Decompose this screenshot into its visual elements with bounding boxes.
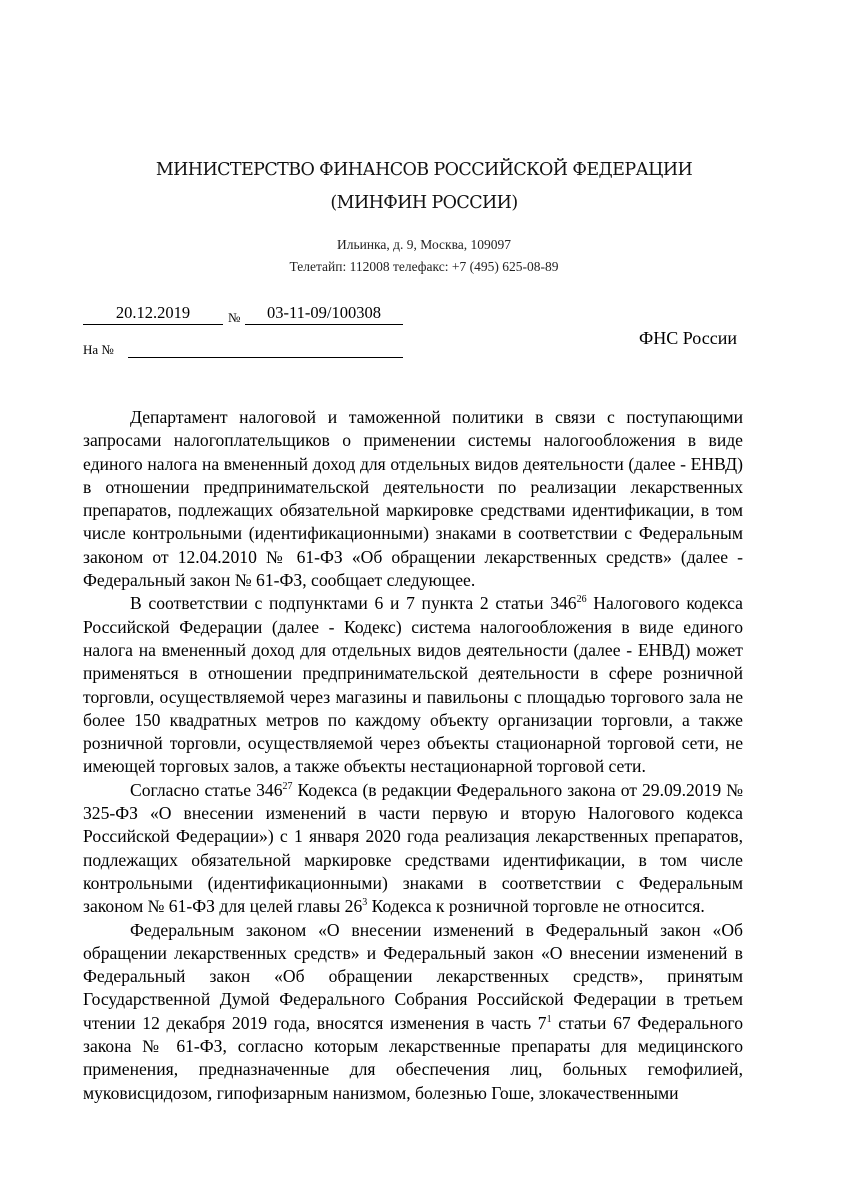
registration-number: 03-11-09/100308 [245, 302, 403, 325]
ministry-contacts: Телетайп: 112008 телефакс: +7 (495) 625-08-89 [289, 259, 559, 274]
registration-date: 20.12.2019 [83, 302, 223, 325]
paragraph-2: В соответствии с подпунктами 6 и 7 пункта 2 статьи $346^{26}$ Налогового кодекса Российской Федерации (далее - Кодекс) система налогообложения в виде единого налога на вмененный доход для отдельных видов деятельности (далее - ЕНВД) может применяться в отношении предпринимательской деятельности в сфере розничной торговли, осуществляемой через магазины и павильоны с площадью торгового зала не более 150 квадратных метров по каждому объекту организации торговли, а также розничной торговли, осуществляемой через объекты стационарной торговой сети, не имеющей торговых залов, а также объекты нестационарной торговой сети. [83, 593, 743, 777]
superscript: 26 [576, 594, 587, 606]
recipient: ФНС России [639, 328, 737, 348]
paragraph-3: Согласно статье $346^{27}$ Кодекса (в редакции Федерального закона от 29.09.2019 № 325-ФЗ «О внесении изменений в части первую и вторую Налогового кодекса Российской Федерации») с 1 января 2020 года реализация лекарственных препаратов, подлежащих обязательной маркировке средствами идентификации, в том числе контрольными (идентификационными) знаками в соответствии с Федеральным законом № 61-ФЗ для целей главы $26^3$ Кодекса к розничной торговле не относится. [83, 779, 743, 917]
ministry-short-title: (МИНФИН РОССИИ) [330, 193, 518, 213]
ministry-address: Ильинка, д. 9, Москва, 109097 [336, 237, 512, 252]
reference-label: На № [83, 342, 114, 357]
reference-blank-line [128, 357, 403, 358]
superscript: 3 [362, 897, 368, 909]
ministry-title: МИНИСТЕРСТВО ФИНАНСОВ РОССИЙСКОЙ ФЕДЕРАЦИИ [155, 160, 693, 180]
letter-body [83, 406, 743, 1105]
registration-number-sign: № [228, 310, 241, 325]
paragraph-4: Федеральным законом «О внесении изменений в Федеральный закон «Об обращении лекарственных средств» и Федеральный закон «О внесении изменений в Федеральный закон «Об обращении лекарственных средств», принятым Государственной Думой Федерального Собрания Российской Федерации в третьем чтении 12 декабря 2019 года, вносятся изменения в часть $7^1$ статьи 67 Федерального закона № 61-ФЗ, согласно которым лекарственные препараты для медицинского применения, предназначенные для обеспечения лиц, больных гемофилией, муковисцидозом, гипофизарным нанизмом, болезнью Гоше, злокачественными [83, 919, 743, 1103]
paragraph-1: Департамент налоговой и таможенной политики в связи с поступающими запросами налогоплательщиков о применении системы налогообложения в виде единого налога на вмененный доход для отдельных видов деятельности (далее - ЕНВД) в отношении предпринимательской деятельности по реализации лекарственных препаратов, подлежащих обязательной маркировке средствами идентификации, в том числе контрольными (идентификационными) знаками в соответствии с Федеральным законом от 12.04.2010 № 61-ФЗ «Об обращении лекарственных средств» (далее - Федеральный закон № 61-ФЗ, сообщает следующее. [83, 407, 743, 591]
superscript: 1 [546, 1013, 552, 1025]
superscript: 27 [282, 780, 293, 792]
